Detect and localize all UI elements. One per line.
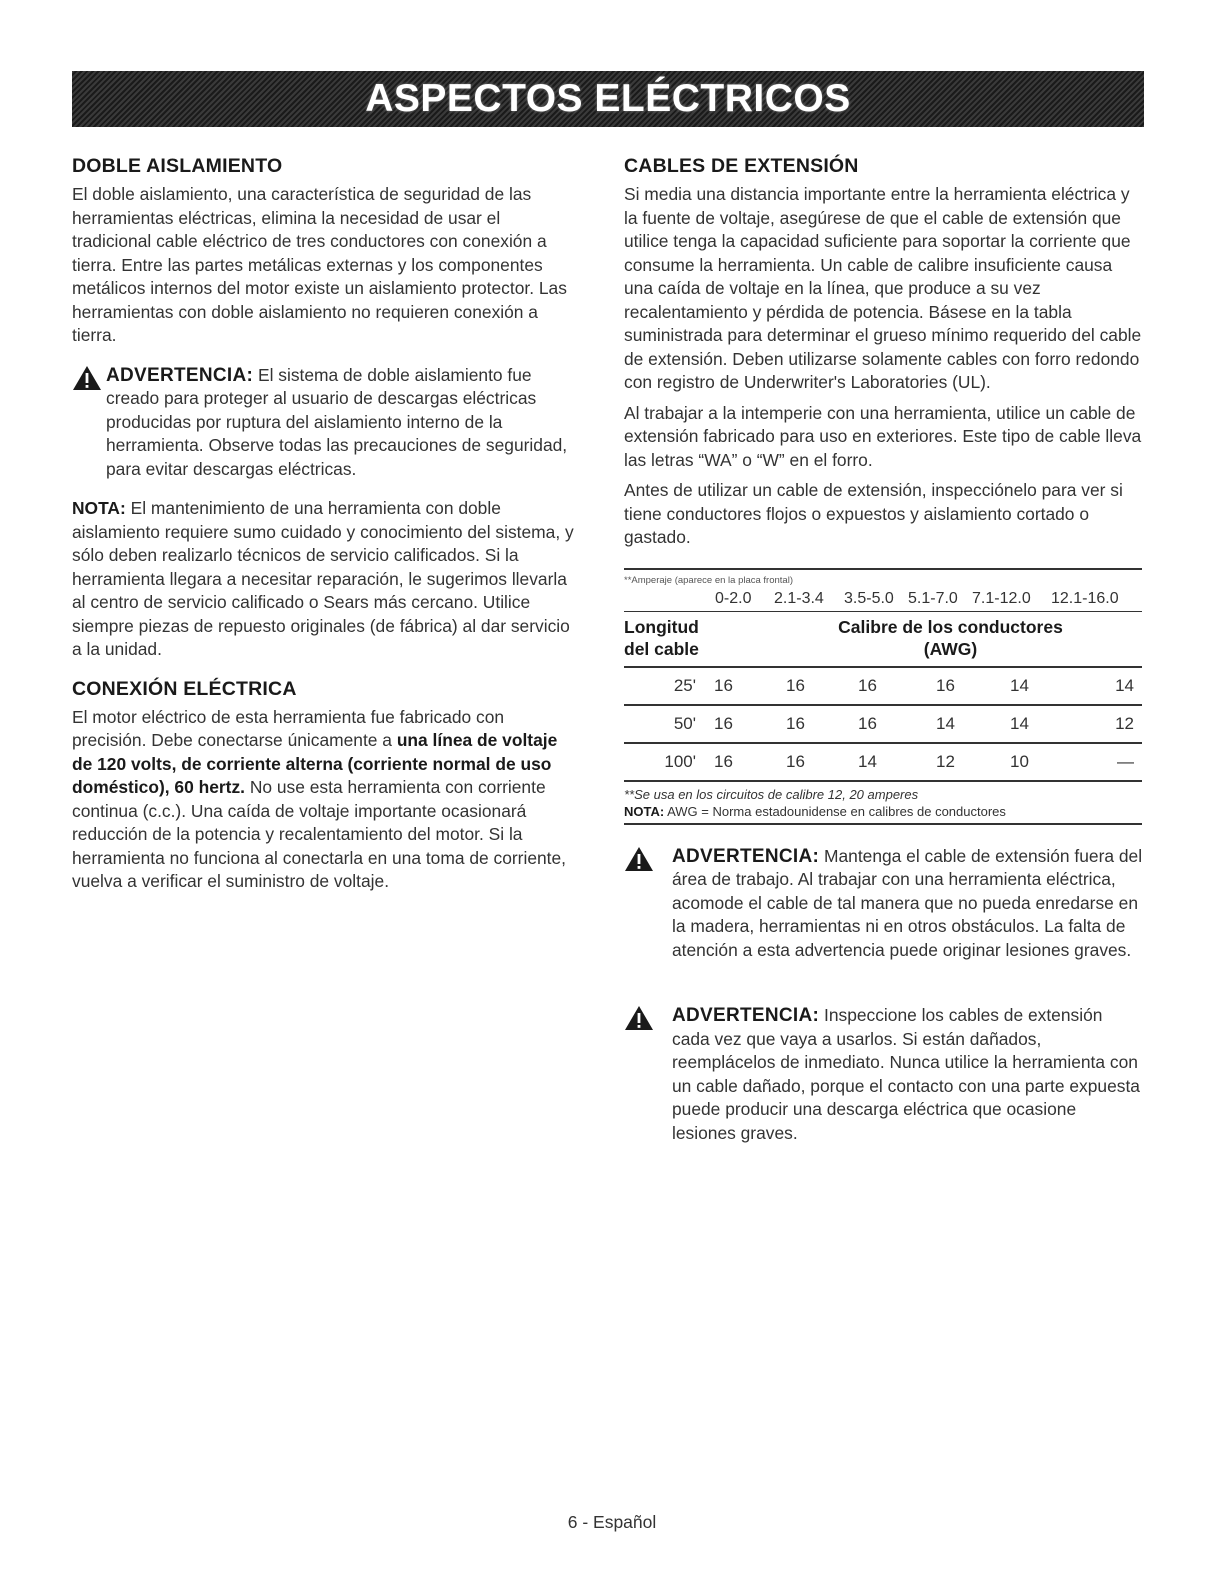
table-cell: 16	[858, 713, 877, 733]
warning-text: El sistema de doble aislamiento fue creado para proteger al usuario de descargas eléctricas producidas por ruptura del aislamiento interno de la herramienta. Observe todas las precauciones de seguridad, para evitar descargas eléctricas.	[106, 364, 568, 479]
cables-paragraph-1: Si media una distancia importante entre la herramienta eléctrica y la fuente de voltaje, asegúrese de que el cable de extensión que utilice tenga la capacidad suficiente para soportar la corriente que consume la herramienta. Un cable de calibre insuficiente causa una caída de voltaje en la línea, que produce a su vez recalentamiento y pérdida de potencia. Básese en la tabla suministrada para determinar el grueso mínimo requerido del cable de extensión. Deben utilizarse solamente cables con forro redondo con registro de Underwriter's Laboratories (UL).	[624, 184, 1142, 392]
table-nota	[624, 803, 1142, 820]
warning-block-2	[624, 845, 1144, 963]
table-cell: 16	[936, 675, 955, 695]
warning-label: ADVERTENCIA:	[672, 845, 820, 867]
table-cell: 12	[936, 751, 955, 771]
cables-paragraph-2: Al trabajar a la intemperie con una herramienta, utilice un cable de extensión fabricado para uso en exteriores. Este tipo de cable lleva las letras “WA” o “W” en el forro.	[624, 402, 1142, 470]
table-cell-length: 50'	[673, 713, 696, 733]
table-nota-label: NOTA:	[624, 803, 665, 819]
warning-label: ADVERTENCIA:	[672, 1005, 820, 1026]
table-cell: 16	[714, 675, 733, 695]
table-cell: 14	[1115, 675, 1134, 695]
table-cell-length: 25'	[673, 675, 696, 695]
amp-ranges-row	[624, 590, 1142, 612]
conexion-bold: una línea de voltaje de 120 volts, de corriente alterna (corriente normal de uso doméstico), 60 hertz.	[72, 730, 558, 797]
warning-text: Inspeccione los cables de extensión cada vez que vaya a usarlos. Si están dañados, reemplácelos de inmediato. Nunca utilice la herramienta con un cable dañado, porque el contacto con una parte expuesta puede producir una descarga eléctrica que ocasione lesiones graves.	[672, 1005, 1140, 1143]
conexion-text-b: No use esta herramienta con corriente continua (c.c.). Una caída de voltaje importante ocasionará reducción de la potencia y recalentamiento del motor. Si la herramienta no funciona al conectarla en una toma de corriente, vuelva a verificar el suministro de voltaje.	[72, 777, 567, 891]
cables-paragraph-3: Antes de utilizar un cable de extensión, inspecciónelo para ver si tiene conductores flojos o expuestos y aislamiento cortado o gastado.	[624, 480, 1123, 547]
length-header	[624, 616, 759, 660]
table-cell: 14	[858, 751, 877, 771]
table-cell: 14	[1010, 675, 1029, 695]
right-column	[624, 155, 1144, 1145]
warning-triangle-icon	[624, 846, 672, 877]
page-number: 6 - Español	[567, 1512, 657, 1532]
doble-aislamiento-body: El doble aislamiento, una característica de seguridad de las herramientas eléctricas, elimina la necesidad de usar el tradicional cable eléctrico de tres conductores con conexión a tierra. Entre las partes metálicas externas y los componentes metálicos internos del motor existe un aislamiento protector. Las herramientas con doble aislamiento no requieren conexión a tierra.	[72, 184, 567, 345]
gauge-header	[759, 616, 1142, 660]
table-row	[624, 706, 1142, 744]
amp-range: 2.1-3.4	[774, 589, 824, 607]
table-row	[624, 668, 1142, 706]
gauge-header-line-2: (AWG)	[923, 638, 978, 659]
table-footnotes	[624, 782, 1142, 825]
warning-label: ADVERTENCIA:	[106, 364, 254, 386]
amp-range: 3.5-5.0	[844, 589, 894, 607]
table-cell: —	[1117, 751, 1134, 771]
length-header-line-2: del cable	[624, 638, 699, 659]
table-cell: 14	[1010, 713, 1029, 733]
table-cell: 16	[786, 751, 805, 771]
length-header-line-1: Longitud	[624, 616, 699, 637]
warning-block-1	[72, 364, 582, 482]
table-nota-text: AWG = Norma estadounidense en calibres de conductores	[664, 803, 1006, 819]
nota-paragraph	[72, 497, 582, 662]
table-cell: 16	[786, 675, 805, 695]
table-cell-length: 100'	[664, 751, 696, 771]
amp-range: 7.1-12.0	[972, 589, 1031, 607]
nota-text: El mantenimiento de una herramienta con doble aislamiento requiere sumo cuidado y conocimiento del sistema, y sólo deben realizarlo técnicos de servicio calificados. Si la herramienta llegara a necesitar reparación, le sugerimos llevarla al centro de servicio calificado o Sears más cercano. Utilice siempre piezas de repuesto originales (de fábrica) al dar servicio a la unidad.	[72, 498, 574, 659]
table-cell: 16	[714, 713, 733, 733]
warning-triangle-icon	[624, 1005, 672, 1036]
cables-extension-heading: CABLES DE EXTENSIÓN	[624, 155, 859, 177]
amp-note: **Amperaje (aparece en la placa frontal)	[624, 574, 793, 586]
table-footnote: **Se usa en los circuitos de calibre 12, 20 amperes	[624, 786, 919, 802]
table-header	[624, 612, 1142, 668]
doble-aislamiento-heading: DOBLE AISLAMIENTO	[72, 155, 283, 177]
warning-text: Mantenga el cable de extensión fuera del área de trabajo. Al trabajar con una herramienta eléctrica, acomode el cable de tal manera que no pueda enredarse en la madera, herramientas ni en otros obstáculos. La falta de atención a esta advertencia puede originar lesiones graves.	[672, 845, 1143, 960]
gauge-table	[624, 568, 1142, 825]
page-title: ASPECTOS ELÉCTRICOS	[365, 77, 851, 120]
table-cell: 16	[714, 751, 733, 771]
warning-triangle-icon	[72, 365, 106, 396]
left-column	[72, 155, 582, 894]
conexion-electrica-body	[72, 706, 582, 894]
section-banner	[72, 71, 1144, 127]
gauge-header-line-1: Calibre de los conductores	[838, 616, 1063, 637]
warning-block-3	[624, 1004, 1144, 1145]
table-cell: 10	[1010, 751, 1029, 771]
amp-range: 0-2.0	[715, 589, 752, 607]
table-cell: 12	[1115, 713, 1134, 733]
table-row	[624, 744, 1142, 782]
amp-range: 5.1-7.0	[908, 589, 958, 607]
conexion-electrica-heading: CONEXIÓN ELÉCTRICA	[72, 677, 297, 700]
table-cell: 16	[858, 675, 877, 695]
nota-label: NOTA:	[72, 498, 126, 518]
amp-range: 12.1-16.0	[1051, 589, 1119, 607]
table-cell: 14	[936, 713, 955, 733]
conexion-text-a: El motor eléctrico de esta herramienta fue fabricado con precisión. Debe conectarse únicamente a	[72, 706, 505, 750]
table-cell: 16	[786, 713, 805, 733]
